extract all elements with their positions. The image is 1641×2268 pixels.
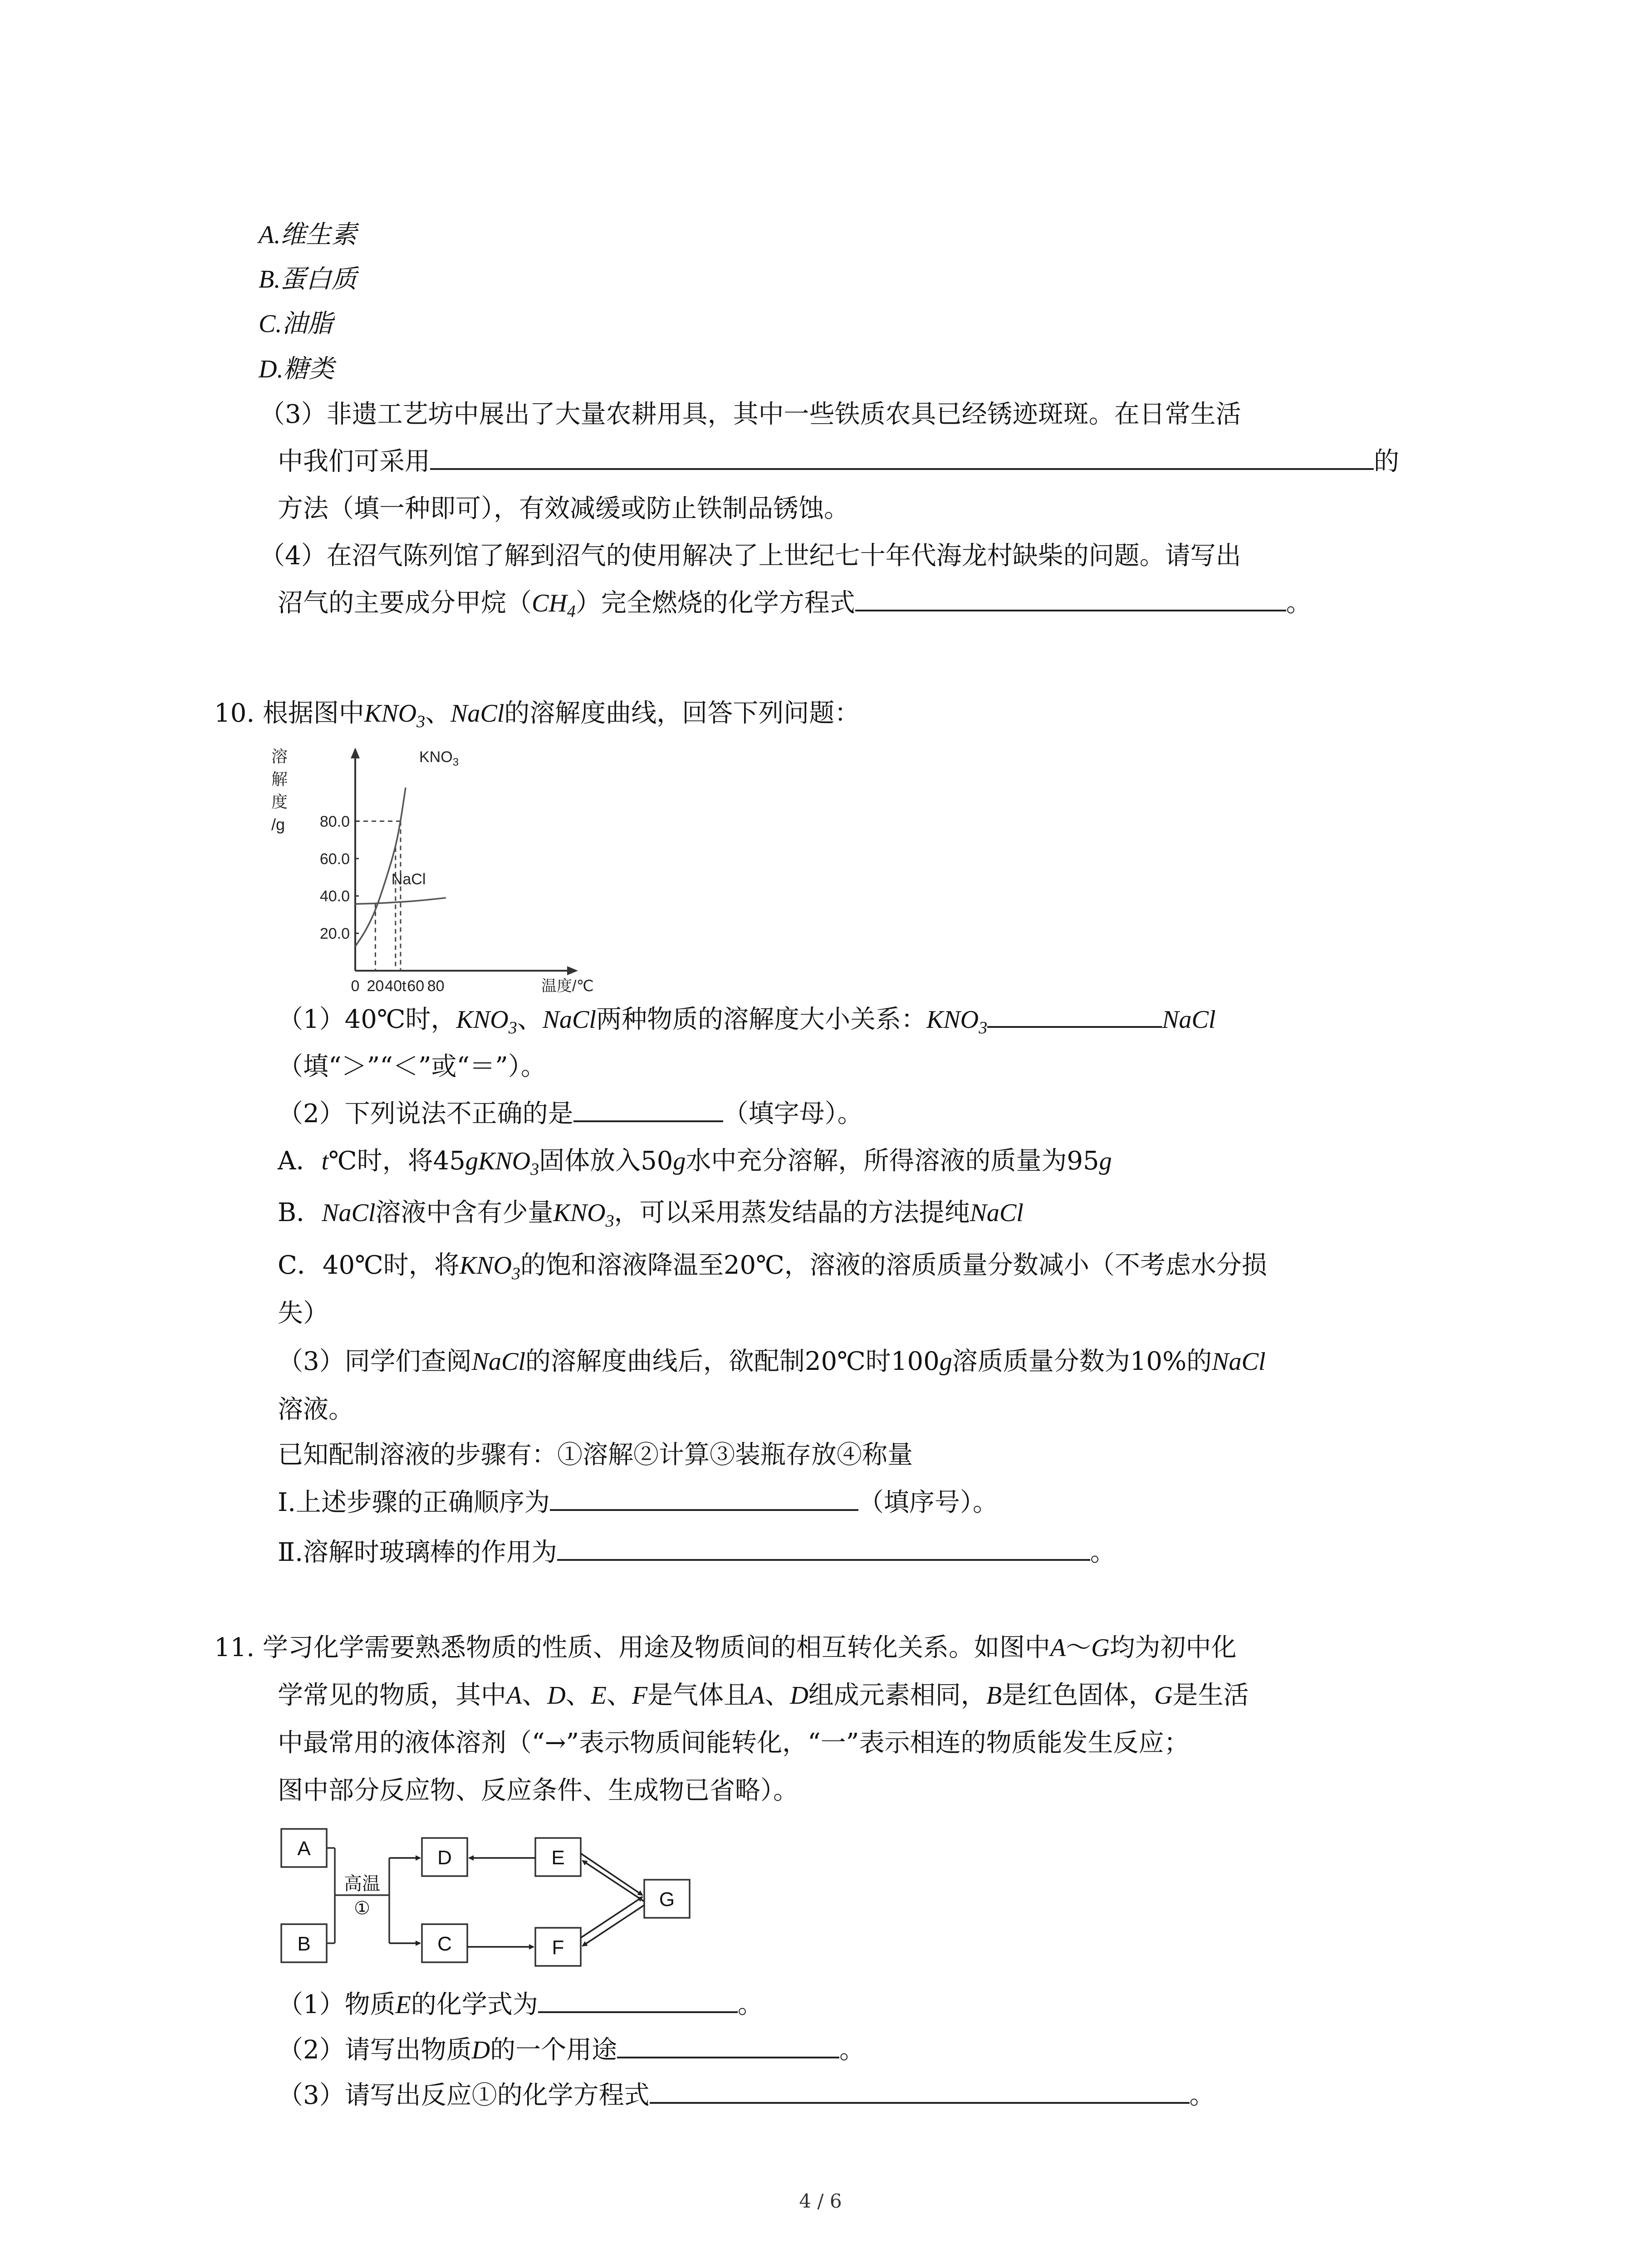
q10-option-b — [278, 1200, 1024, 1230]
kno3-symbol-6: KNO — [459, 1251, 512, 1280]
arrow-g-to-e — [583, 1861, 644, 1901]
kno3-subscript-3: 3 — [979, 1018, 988, 1038]
q9-part3-line2 — [278, 449, 1399, 474]
y-tick-label: 20.0 — [319, 925, 350, 943]
answer-blank-glass-rod[interactable] — [557, 1554, 1090, 1561]
q10-optA-label: A． — [278, 1146, 322, 1176]
q11-s1-a: （1）物质 — [278, 1990, 396, 2019]
nacl-formula-7: NaCl — [1212, 1348, 1266, 1376]
kno3-symbol-4: KNO — [478, 1147, 531, 1175]
nacl-formula-5: NaCl — [970, 1199, 1024, 1227]
q11-line1-a: 学习化学需要熟悉物质的性质、用途及物质间的相互转化关系。如图中 — [262, 1633, 1050, 1662]
q10-stem — [214, 701, 860, 730]
option-a — [259, 222, 357, 248]
q11-letter-g: G — [1091, 1634, 1110, 1662]
y-label-part: 度 — [271, 792, 288, 811]
q10-optA-d: 水中充分溶解，所得溶液的质量为95 — [686, 1146, 1099, 1176]
q10-option-c-line2: 失） — [278, 1299, 328, 1328]
q10-part3-line2: 溶液。 — [278, 1395, 354, 1424]
q10-optB-label: B． — [278, 1198, 322, 1227]
q9-part4-end: 。 — [1286, 588, 1312, 618]
q10-optB-b: 溶液中含有少量 — [375, 1198, 554, 1227]
kno3-subscript: 3 — [416, 712, 426, 732]
nacl-formula: NaCl — [451, 699, 505, 728]
methane-symbol: CH — [532, 589, 567, 617]
q11-line2-a: 学常见的物质，其中 — [278, 1681, 506, 1710]
reaction-condition: 高温 — [344, 1874, 380, 1894]
q11-line1-c: 均为初中化 — [1109, 1633, 1237, 1662]
q11-s2-end: 。 — [839, 2035, 865, 2065]
q10-option-c — [278, 1253, 1267, 1282]
q11-l2-sep4: 、 — [764, 1681, 790, 1710]
x-tick-label: 60 — [407, 978, 425, 995]
kno3-symbol-3: KNO — [926, 1006, 979, 1034]
q9-part3-suffix: 的 — [1374, 447, 1399, 476]
q11-letter-a: A — [1050, 1634, 1066, 1662]
q10-optA-g2: g — [673, 1147, 686, 1175]
node-e-label: E — [551, 1847, 565, 1869]
q10-optA-g3: g — [1099, 1147, 1112, 1175]
kno3-formula-4 — [478, 1147, 539, 1179]
y-tick-label: 60.0 — [319, 850, 350, 868]
q10-part1-line2: （填“＞”“＜”或“＝”）。 — [278, 1052, 546, 1081]
methane-subscript: 4 — [567, 602, 576, 621]
node-b-label: B — [297, 1933, 311, 1955]
q11-l2-D2: D — [790, 1681, 808, 1710]
q11-line3: 中最常用的液体溶剂（“→”表示物质间能转化，“一”表示相连的物质能发生反应； — [278, 1728, 1190, 1758]
y-tick-label: 40.0 — [319, 888, 350, 905]
q10-sub2 — [278, 1540, 1116, 1565]
q11-sub3 — [278, 2083, 1215, 2108]
option-b-text: B.蛋白质 — [259, 265, 357, 293]
answer-blank-rust-method[interactable] — [430, 464, 1374, 470]
q11-line2-c: 是气体且 — [647, 1681, 749, 1710]
q11-l2-sep1: 、 — [522, 1681, 548, 1710]
q10-optA-b: ℃时，将45 — [328, 1146, 465, 1176]
kno3-formula — [364, 699, 426, 732]
q10-p3-a: （3）同学们查阅 — [278, 1347, 472, 1376]
q10-optA-c: 固体放入50 — [539, 1146, 673, 1176]
answer-blank-solubility-compare[interactable] — [987, 1022, 1162, 1028]
q10-steps: 已知配制溶液的步骤有：①溶解②计算③装瓶存放④称量 — [278, 1440, 913, 1470]
q10-p3-b: 的溶解度曲线后，欲配制20℃时100 — [525, 1347, 940, 1376]
q10-p3-g: g — [939, 1348, 952, 1376]
y-label-part: /g — [271, 815, 285, 834]
answer-blank-incorrect-option[interactable] — [573, 1116, 723, 1122]
answer-blank-reaction-equation[interactable] — [650, 2097, 1190, 2104]
q11-l2-B: B — [986, 1681, 1002, 1710]
q11-l2-F: F — [632, 1681, 648, 1710]
kno3-formula-2 — [456, 1006, 517, 1038]
kno3-symbol: KNO — [364, 699, 417, 728]
q10-optC-a: C．40℃时，将 — [278, 1251, 460, 1280]
kno3-formula-6 — [459, 1251, 520, 1284]
answer-blank-use-d[interactable] — [617, 2052, 839, 2058]
node-g-label: G — [659, 1888, 675, 1911]
arrow-g-to-f — [583, 1905, 644, 1946]
methane-formula — [532, 589, 576, 621]
nacl-formula-3: NaCl — [1162, 1006, 1216, 1034]
x-tick-label: 40t — [385, 978, 407, 995]
q10-p1-b: 两种物质的溶解度大小关系： — [596, 1005, 926, 1034]
q9-part4-line2 — [278, 588, 1312, 621]
relationship-diagram — [276, 1819, 693, 1982]
reaction-number: ① — [354, 1898, 370, 1918]
q11-l2-sep2: 、 — [565, 1681, 591, 1710]
y-axis-arrow — [351, 748, 360, 758]
q10-option-a — [278, 1146, 1112, 1179]
arrow-e-to-g — [581, 1853, 642, 1895]
q11-s2-D: D — [471, 2036, 490, 2064]
q11-sub1 — [278, 1992, 763, 2018]
q11-s2-a: （2）请写出物质 — [278, 2035, 472, 2065]
q10-optB-c: ，可以采用蒸发结晶的方法提纯 — [614, 1198, 970, 1227]
q10-optA-t: t — [321, 1147, 329, 1175]
q10-p2-tail: （填字母）。 — [723, 1099, 863, 1129]
q11-line2-f: 是生活 — [1172, 1681, 1249, 1710]
q11-number: 11. — [214, 1633, 255, 1662]
x-axis-arrow — [567, 966, 578, 975]
option-d-text: D.糖类 — [259, 355, 334, 383]
kno3-symbol-2: KNO — [456, 1006, 509, 1034]
q9-part3-line1: （3）非遗工艺坊中展出了大量农耕用具，其中一些铁质农具已经锈迹斑斑。在日常生活 — [260, 400, 1241, 429]
q11-sub2 — [278, 2035, 865, 2065]
y-tick-label: 80.0 — [319, 813, 350, 831]
q10-sub1 — [278, 1490, 998, 1515]
q11-l2-D: D — [547, 1681, 566, 1710]
q11-l2-E: E — [591, 1681, 607, 1710]
y-axis-label — [271, 747, 288, 834]
q11-l2-sep3: 、 — [606, 1681, 632, 1710]
q11-line1 — [214, 1635, 1237, 1661]
q9-part4-line1: （4）在沼气陈列馆了解到沼气的使用解决了上世纪七十年代海龙村缺柴的问题。请写出 — [260, 541, 1241, 571]
q10-sep: 、 — [425, 699, 451, 728]
kno3-subscript-2: 3 — [508, 1018, 517, 1038]
page-number: 4 / 6 — [799, 2190, 842, 2212]
q11-l2-A: A — [506, 1681, 522, 1710]
q10-p3-c: 溶质质量分数为10%的 — [952, 1347, 1212, 1376]
series-label-subscript: 3 — [452, 756, 459, 768]
q11-s2-b: 的一个用途 — [490, 2035, 617, 2065]
option-c-text: C.油脂 — [259, 310, 333, 338]
x-tick-label: 20 — [367, 978, 384, 995]
node-a-label: A — [297, 1838, 311, 1860]
option-d — [259, 357, 334, 382]
kno3-subscript-4: 3 — [530, 1160, 539, 1179]
y-label-part: 溶 — [271, 747, 288, 766]
x-tick-label: 80 — [427, 978, 445, 995]
node-c-label: C — [437, 1933, 452, 1955]
kno3-formula-5 — [553, 1199, 614, 1231]
option-b — [259, 267, 357, 292]
q10-stem-b: 的溶解度曲线，回答下列问题： — [504, 699, 860, 728]
q10-part3 — [278, 1349, 1265, 1374]
q11-line2 — [278, 1683, 1249, 1708]
q10-sub2-text: Ⅱ.溶解时玻璃棒的作用为 — [278, 1538, 557, 1567]
q10-p2-text: （2）下列说法不正确的是 — [278, 1099, 573, 1129]
kno3-symbol-5: KNO — [553, 1199, 606, 1227]
q11-s1-end: 。 — [737, 1990, 763, 2019]
q10-p1-a: （1）40℃时， — [278, 1005, 456, 1034]
node-f-label: F — [552, 1936, 564, 1959]
q11-l2-G: G — [1154, 1681, 1173, 1710]
q11-line2-e: 是红色固体， — [1002, 1681, 1154, 1710]
q10-sep-2: 、 — [517, 1005, 543, 1034]
q10-part2 — [278, 1101, 863, 1127]
answer-blank-methane-equation[interactable] — [855, 605, 1286, 611]
q10-sub1-tail: （填序号）。 — [858, 1488, 998, 1517]
q10-optC-b: 的饱和溶液降温至20℃，溶液的溶质质量分数减小（不考虑水分损 — [520, 1251, 1267, 1280]
node-d-label: D — [437, 1847, 452, 1869]
q9-part4-prefix: 沼气的主要成分甲烷（ — [278, 588, 532, 618]
series-line-kno3 — [355, 787, 406, 946]
x-tick-label: 0 — [351, 978, 360, 995]
nacl-formula-2: NaCl — [542, 1006, 596, 1034]
kno3-subscript-6: 3 — [511, 1264, 520, 1284]
q10-number: 10. — [214, 699, 255, 728]
q9-part3-prefix: 中我们可采用 — [278, 447, 430, 476]
y-label-part: 解 — [271, 770, 288, 788]
q11-line4: 图中部分反应物、反应条件、生成物已省略）。 — [278, 1776, 798, 1805]
q10-part1 — [278, 1007, 1215, 1036]
q10-optA-g1: g — [465, 1147, 478, 1175]
q10-stem-a: 根据图中 — [262, 699, 364, 728]
option-a-text: A.维生素 — [259, 221, 357, 249]
solubility-chart — [268, 744, 594, 998]
q11-line1-b: ～ — [1066, 1633, 1092, 1662]
q11-s3-text: （3）请写出反应①的化学方程式 — [278, 2081, 650, 2110]
kno3-formula-3 — [926, 1006, 988, 1038]
nacl-formula-6: NaCl — [471, 1348, 525, 1376]
arrow-f-to-g — [581, 1897, 642, 1938]
q10-sub2-tail: 。 — [1090, 1538, 1116, 1567]
option-c — [259, 311, 333, 337]
q10-sub1-text: Ⅰ.上述步骤的正确顺序为 — [278, 1488, 550, 1517]
series-label-nacl: NaCl — [391, 870, 426, 888]
series-label-kno3: $KNO_3$ — [419, 748, 459, 768]
q11-s1-E: E — [395, 1991, 411, 2019]
q9-part4-mid: ）完全燃烧的化学方程式 — [575, 588, 855, 618]
q11-line2-d: 组成元素相同， — [808, 1681, 986, 1710]
answer-blank-formula-e[interactable] — [538, 2007, 738, 2013]
q9-part3-line3: 方法（填一种即可），有效减缓或防止铁制品锈蚀。 — [278, 494, 849, 523]
q11-l2-A2: A — [749, 1681, 765, 1710]
kno3-subscript-5: 3 — [605, 1212, 614, 1231]
answer-blank-step-order[interactable] — [550, 1505, 858, 1511]
q11-s1-b: 的化学式为 — [411, 1990, 538, 2019]
x-axis-label: 温度/℃ — [541, 978, 594, 995]
q11-s3-end: 。 — [1189, 2081, 1215, 2110]
nacl-formula-4: NaCl — [322, 1199, 376, 1227]
